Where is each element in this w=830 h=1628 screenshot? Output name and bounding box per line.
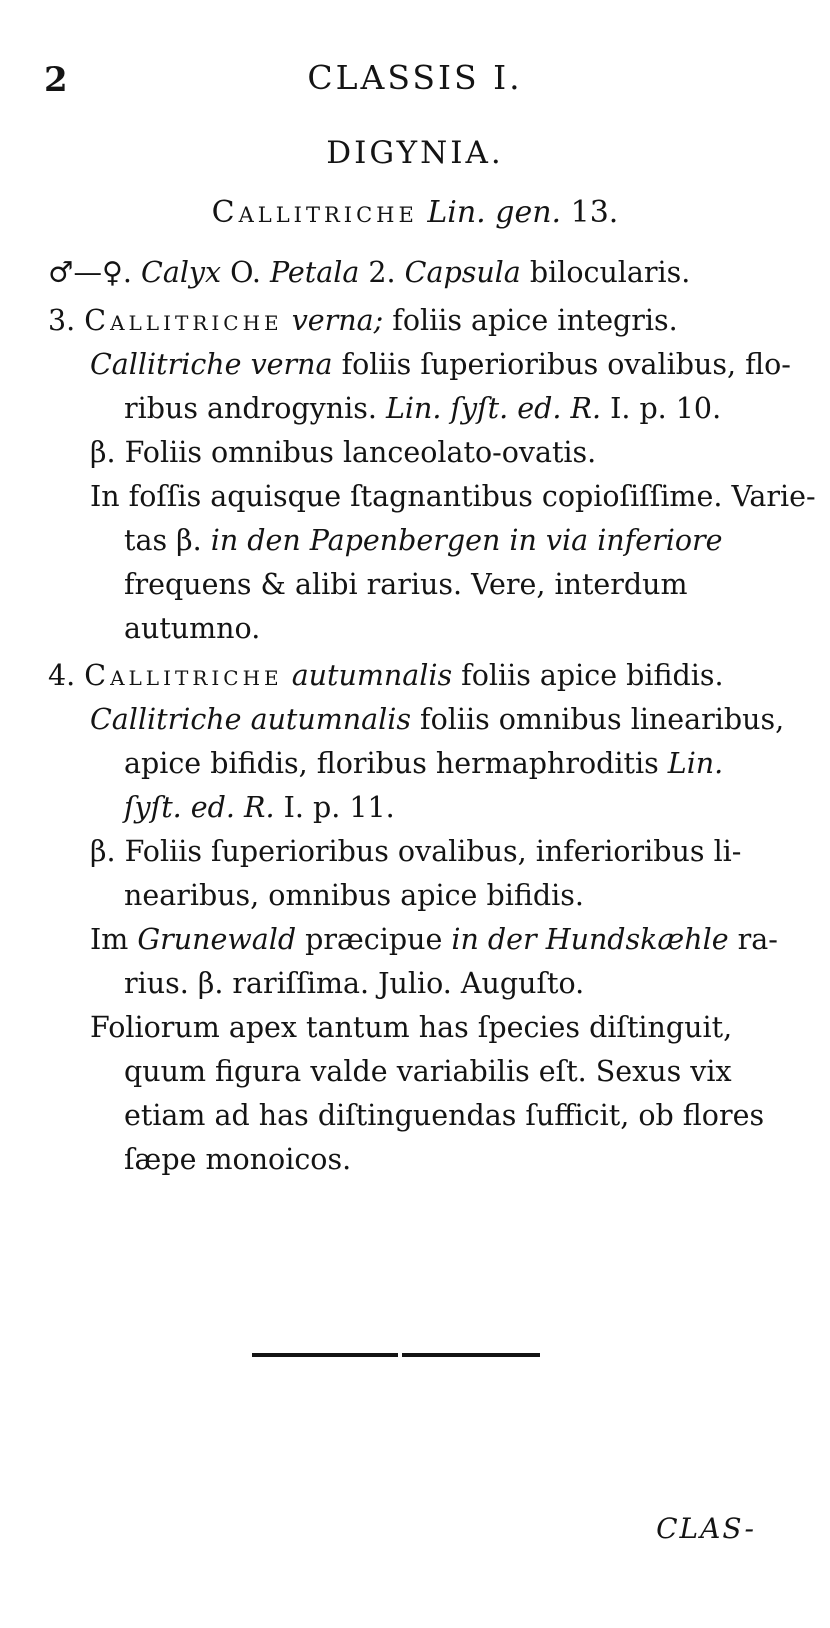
habitat-locality: in der Hundskæhle [451, 923, 729, 956]
synonym-reference: Lin. [667, 747, 724, 780]
calyx-value: O. [230, 256, 261, 289]
synonym-text: ribus androgynis. [124, 392, 377, 425]
synonym-reference: ſyſt. ed. R. [124, 791, 275, 824]
synonym-name: Callitriche verna [90, 348, 333, 381]
species-4-note-line-4: ſæpe monoicos. [124, 1143, 352, 1176]
species-4-heading [48, 654, 724, 698]
species-diagnosis: foliis apice bifidis. [461, 659, 724, 692]
species-4-habitat-line-2: rius. β. rariſſima. Julio. Auguſto. [124, 967, 585, 1000]
synonym-name: Callitriche autumnalis [90, 703, 411, 736]
ornamental-rule-left [252, 1353, 398, 1357]
species-4-variety-line-2: nearibus, omnibus apice bifidis. [124, 879, 584, 912]
genus-ref-number: 13. [570, 195, 619, 230]
species-3-habitat-line-3: frequens & alibi rarius. Vere, interdum [124, 568, 688, 601]
habitat-text: Im [90, 923, 129, 956]
species-4-synonym-line-3 [124, 786, 395, 830]
species-3-heading [48, 299, 678, 343]
synonym-text: foliis omnibus linearibus, [420, 703, 785, 736]
species-4-note-line-1: Foliorum apex tantum has ſpecies diſtinguit, [90, 1011, 733, 1044]
habitat-text: tas β. [124, 524, 202, 557]
genus-heading [0, 195, 830, 230]
page-number: 2 [44, 60, 68, 100]
species-3-synonym-line-2 [124, 387, 721, 431]
sex-symbols: ♂—♀. [48, 256, 132, 289]
species-4-note-line-3: etiam ad has diſtinguendas ſufficit, ob flores [124, 1099, 765, 1132]
species-3-habitat-line-4: autumno. [124, 612, 261, 645]
species-epithet: verna; [291, 304, 384, 337]
synonym-page: I. p. 11. [283, 791, 395, 824]
species-number: 3. [48, 304, 76, 337]
ornamental-rule-right [402, 1353, 540, 1357]
species-3-habitat-line-1: In foſſis aquisque ſtagnantibus copioſiſſime. Varie- [90, 480, 816, 513]
species-4-synonym-line-1 [90, 698, 784, 742]
species-3-synonym-line-1 [90, 343, 791, 387]
species-genus: Callitriche [84, 304, 283, 337]
section-title: DIGYNIA. [326, 135, 504, 171]
species-number: 4. [48, 659, 76, 692]
species-4-variety-line-1: β. Foliis ſuperioribus ovalibus, inferioribus li- [90, 835, 742, 868]
species-4-synonym-line-2 [124, 742, 723, 786]
habitat-text: præcipue [305, 923, 443, 956]
calyx-label: Calyx [141, 256, 222, 289]
character-line [48, 251, 690, 295]
species-genus: Callitriche [84, 659, 283, 692]
catchword: CLAS- [656, 1512, 756, 1545]
genus-name: Callitriche [211, 195, 418, 230]
capsula-value: bilocularis. [529, 256, 691, 289]
habitat-locality: in den Papenbergen in via inferiore [210, 524, 723, 557]
running-title: CLASSIS I. [307, 58, 523, 97]
habitat-locality: Grunewald [137, 923, 297, 956]
species-3-habitat-line-2 [124, 519, 722, 563]
species-4-habitat-line-1 [90, 918, 778, 962]
capsula-label: Capsula [404, 256, 521, 289]
species-diagnosis: foliis apice integris. [392, 304, 678, 337]
species-3-variety: β. Foliis omnibus lanceolato-ovatis. [90, 436, 597, 469]
synonym-text: apice bifidis, floribus hermaphroditis [124, 747, 659, 780]
habitat-text: ra- [737, 923, 778, 956]
genus-ref: Lin. gen. [427, 195, 562, 230]
synonym-reference: Lin. ſyſt. ed. R. [385, 392, 601, 425]
synonym-page: I. p. 10. [610, 392, 722, 425]
petala-label: Petala [270, 256, 360, 289]
species-4-note-line-2: quum figura valde variabilis eſt. Sexus vix [124, 1055, 732, 1088]
petala-value: 2. [368, 256, 396, 289]
species-epithet: autumnalis [291, 659, 453, 692]
synonym-text: foliis ſuperioribus ovalibus, flo- [341, 348, 791, 381]
